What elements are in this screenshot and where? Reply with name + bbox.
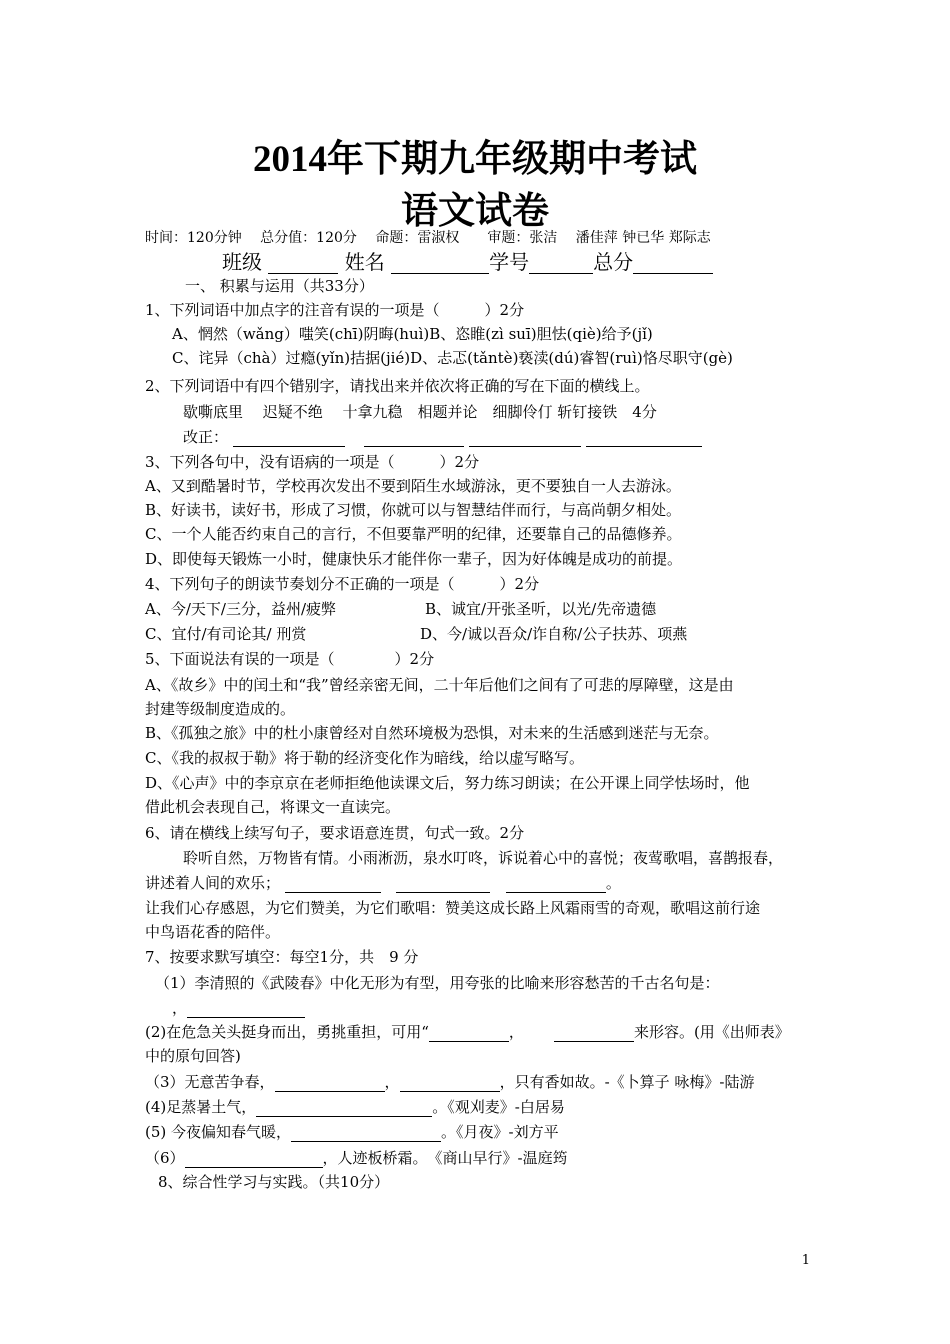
question-7-item-1: （1）李清照的《武陵春》中化无形为有型，用夸张的比喻来形容愁苦的千古名句是： <box>155 974 720 992</box>
fix-blank-1[interactable] <box>233 430 345 447</box>
question-5-stem: 5、下面说法有误的一项是（ ）2分 <box>145 650 435 668</box>
q7-4-tail: 。《观刈麦》-白居易 <box>432 1098 565 1116</box>
q7-5-lead: (5) 今夜偏知春气暖， <box>145 1123 292 1141</box>
class-blank[interactable] <box>268 257 338 274</box>
question-2-words: 歇嘶底里 迟疑不绝 十拿九稳 相题并论 细脚伶仃 斩钉接铁 4分 <box>183 403 657 421</box>
question-5-option-b: B、《孤独之旅》中的杜小康曾经对自然环境极为恐惧，对未来的生活感到迷茫与无奈。 <box>145 724 719 742</box>
q7-3-lead: （3）无意苦争春， <box>145 1073 275 1091</box>
q7-5-blank[interactable] <box>291 1125 441 1142</box>
question-4-option-c: C、宜付/有司论其/ 刑赏 <box>145 625 307 643</box>
question-5-option-d-line1: D、《心声》中的李京京在老师拒绝他读课文后，努力练习朗读；在公开课上同学怯场时，他 <box>145 774 750 792</box>
question-6-text-line4: 中鸟语花香的陪伴。 <box>145 923 281 941</box>
question-7-item-2-cont: 中的原句回答) <box>145 1047 241 1065</box>
section-heading: 一、 积累与运用（共33分） <box>185 277 374 295</box>
question-4-option-a: A、今/天下/三分，益州/疲弊 <box>145 600 336 618</box>
question-3-option-a: A、又到酷暑时节，学校再次发出不要到陌生水域游泳，更不要独自一人去游泳。 <box>145 477 681 495</box>
q6-blank-1[interactable] <box>285 876 381 893</box>
score-blank[interactable] <box>633 257 713 274</box>
question-7-item-2 <box>145 1022 790 1042</box>
fix-blank-4[interactable] <box>586 430 702 447</box>
student-info-line <box>222 250 713 274</box>
q6-blank-2[interactable] <box>396 876 490 893</box>
name-blank[interactable] <box>391 257 489 274</box>
q7-3-tail: ，只有香如故。-《卜算子 咏梅》-陆游 <box>499 1073 755 1091</box>
q7-2-blank-2[interactable] <box>554 1025 634 1042</box>
question-3-option-b: B、好读书，读好书，形成了习惯，你就可以与智慧结伴而行，与高尚朝夕相处。 <box>145 501 682 519</box>
question-6-text-line2 <box>145 873 621 893</box>
q6-blank-3[interactable] <box>506 876 606 893</box>
question-5-option-a-line1: A、《故乡》中的闰土和“我”曾经亲密无间，二十年后他们之间有了可悲的厚障壁，这是由 <box>145 676 734 694</box>
score-label: 总分 <box>593 250 634 274</box>
q7-6-tail: ，人迹板桥霜。 《商山早行》-温庭筠 <box>322 1149 568 1167</box>
exam-info: 时间：120分钟 总分值：120分 命题：雷淑权 审题：张洁 潘佳萍 钟已华 郑际志 <box>145 230 711 246</box>
class-label: 班级 <box>222 250 262 274</box>
page-number: 1 <box>801 1253 810 1268</box>
question-7-stem: 7、按要求默写填空：每空1分，共 9 分 <box>145 948 419 966</box>
question-7-item-6 <box>145 1148 568 1168</box>
fix-label: 改正： <box>183 428 229 446</box>
id-blank[interactable] <box>529 257 593 274</box>
q7-6-lead: （6） <box>145 1149 185 1167</box>
exam-title: 2014年下期九年级期中考试 <box>253 139 697 180</box>
q6-end: 。 <box>605 874 621 892</box>
question-7-item-3 <box>145 1072 754 1092</box>
question-7-item-5 <box>145 1122 559 1142</box>
q7-2-lead: (2)在危急关头挺身而出，勇挑重担，可用“ <box>145 1023 429 1041</box>
question-1-stem: 1、下列词语中加点字的注音有误的一项是（ ）2分 <box>145 301 525 319</box>
question-6-text-line3: 让我们心存感恩，为它们赞美，为它们歌唱：赞美这成长路上风霜雨雪的奇观，歌唱这前行途 <box>145 899 761 917</box>
question-2-stem: 2、下列词语中有四个错别字，请找出来并依次将正确的写在下面的横线上。 <box>145 377 650 395</box>
question-5-option-c: C、《我的叔叔于勒》将于勒的经济变化作为暗线，给以虚写略写。 <box>145 749 584 767</box>
question-3-stem: 3、下列各句中，没有语病的一项是（ ）2分 <box>145 453 480 471</box>
q7-2-comma: ， <box>508 1023 524 1041</box>
question-4-option-d: D、今/诚以吾众/诈自称/公子扶苏、项燕 <box>420 625 688 643</box>
question-6-text-line1: 聆听自然，万物皆有情。小雨淅沥，泉水叮咚，诉说着心中的喜悦；夜莺歌唱，喜鹊报春， <box>183 849 784 867</box>
q7-3-comma: ， <box>384 1073 400 1091</box>
fix-blank-3[interactable] <box>469 430 581 447</box>
question-6-stem: 6、请在横线上续写句子，要求语意连贯，句式一致。2分 <box>145 824 525 842</box>
q7-5-tail: 。《月夜》-刘方平 <box>441 1123 559 1141</box>
question-7-item-4 <box>145 1097 565 1117</box>
q7-1-comma: ， <box>172 999 188 1017</box>
question-5-option-a-line2: 封建等级制度造成的。 <box>145 700 296 718</box>
question-7-item-1-answer <box>172 998 305 1018</box>
q7-6-blank[interactable] <box>185 1151 323 1168</box>
q7-3-blank-2[interactable] <box>400 1075 500 1092</box>
name-label: 姓名 <box>344 250 385 274</box>
question-5-option-d-line2: 借此机会表现自己，将课文一直读完。 <box>145 798 401 816</box>
exam-subtitle: 语文试卷 <box>401 191 549 232</box>
question-2-fix-line <box>183 427 702 447</box>
question-8-heading: 8、综合性学习与实践。（共10分） <box>158 1173 390 1191</box>
q7-1-blank[interactable] <box>187 1001 305 1018</box>
question-4-option-b: B、诚宜/开张圣听，以光/先帝遗德 <box>425 600 657 618</box>
question-1-options-ab: A、惘然（wǎng）嗤笑(chī)阴晦(huì)B、恣睢(zì suī)胆怯(qiè)给予(jǐ) <box>172 325 653 343</box>
question-1-options-cd: C、诧异（chà）过瘾(yǐn)拮据(jié)D、忐忑(tǎntè)亵渎(dú)睿智(ruì)恪尽职守(gè) <box>172 349 733 367</box>
question-4-stem: 4、下列句子的朗读节奏划分不正确的一项是（ ）2分 <box>145 575 540 593</box>
q7-2-blank-1[interactable] <box>429 1025 509 1042</box>
q7-2-tail: 来形容。(用《出师表》 <box>633 1023 790 1041</box>
q7-4-lead: (4)足蒸暑土气， <box>145 1098 257 1116</box>
question-3-option-d: D、即使每天锻炼一小时，健康快乐才能伴你一辈子，因为好体魄是成功的前提。 <box>145 550 683 568</box>
q6-lead: 讲述着人间的欢乐； <box>145 874 281 892</box>
id-label: 学号 <box>489 250 530 274</box>
q7-4-blank[interactable] <box>256 1100 432 1117</box>
question-3-option-c: C、一个人能否约束自己的言行，不但要靠严明的纪律，还要靠自己的品德修养。 <box>145 525 682 543</box>
fix-blank-2[interactable] <box>364 430 464 447</box>
q7-3-blank-1[interactable] <box>275 1075 385 1092</box>
